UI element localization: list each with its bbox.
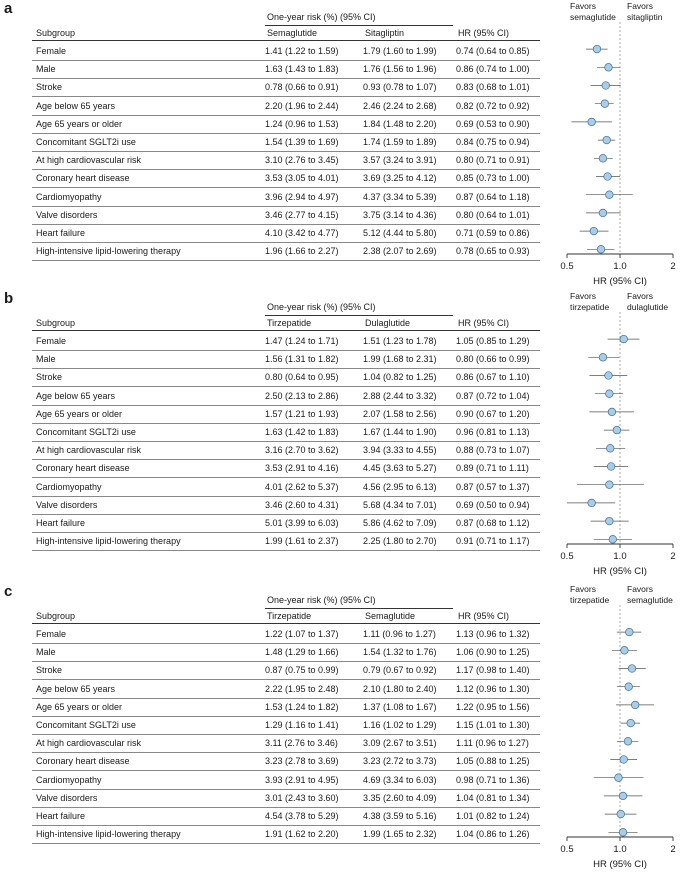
- hr-point: [619, 829, 627, 837]
- favors-right-label: [627, 291, 668, 313]
- col-header-hr: HR (95% CI): [458, 318, 510, 328]
- table-row: [32, 661, 540, 680]
- table-row: [32, 789, 540, 808]
- subgroup-cell: Cardiomyopathy: [36, 191, 102, 202]
- hr-cell: 1.06 (0.90 to 1.25): [456, 647, 530, 658]
- risk-b-cell: 3.09 (2.67 to 3.51): [363, 738, 437, 749]
- risk-a-cell: 3.53 (3.05 to 4.01): [265, 173, 339, 184]
- risk-b-cell: 1.54 (1.32 to 1.76): [363, 647, 437, 658]
- col-header-subgroup: Subgroup: [36, 28, 76, 38]
- hr-cell: 0.87 (0.68 to 1.12): [456, 518, 530, 528]
- hr-cell: 0.89 (0.71 to 1.11): [456, 463, 529, 474]
- one-year-risk-header: One-year risk (%) (95% CI): [267, 12, 376, 22]
- hr-cell: 1.13 (0.96 to 1.32): [456, 629, 530, 639]
- favors-left-line2: tirzepatide: [570, 302, 610, 312]
- hr-point: [606, 390, 614, 398]
- subgroup-cell: Stroke: [36, 82, 63, 93]
- risk-a-cell: 1.99 (1.61 to 2.37): [265, 536, 339, 547]
- header-divider: [265, 608, 453, 609]
- favors-right-line2: sitagliptin: [627, 12, 663, 22]
- hr-cell: 0.71 (0.59 to 0.86): [456, 228, 530, 238]
- risk-a-cell: 2.20 (1.96 to 2.44): [265, 100, 339, 111]
- favors-right-line1: Favors: [627, 1, 653, 11]
- hr-point: [590, 227, 598, 235]
- risk-a-cell: 2.22 (1.95 to 2.48): [265, 683, 339, 694]
- table-row: [32, 643, 540, 662]
- table-row: [32, 368, 540, 387]
- table-row: [32, 625, 540, 644]
- risk-a-cell: 0.80 (0.64 to 0.95): [265, 372, 339, 383]
- subgroup-cell: High-intensive lipid-lowering therapy: [36, 246, 181, 257]
- subgroup-cell: Coronary heart disease: [36, 173, 130, 184]
- risk-b-cell: 3.69 (3.25 to 4.12): [363, 173, 437, 184]
- risk-b-cell: 1.74 (1.59 to 1.89): [363, 137, 437, 147]
- subgroup-cell: At high cardiovascular risk: [36, 738, 142, 749]
- favors-left-line1: Favors: [570, 1, 596, 11]
- col-header-drug-a: Tirzepatide: [267, 318, 312, 328]
- subgroup-cell: Heart failure: [36, 518, 86, 528]
- risk-b-cell: 3.35 (2.60 to 4.09): [363, 792, 437, 803]
- hr-point: [593, 45, 601, 53]
- table-row: [32, 825, 540, 844]
- risk-b-cell: 1.16 (1.02 to 1.29): [363, 720, 437, 730]
- risk-b-cell: 5.12 (4.44 to 5.80): [363, 228, 437, 238]
- subgroup-cell: Concomitant SGLT2i use: [36, 720, 136, 730]
- x-axis-label: HR (95% CI): [593, 276, 647, 287]
- table-header-rule: [32, 40, 540, 41]
- hr-cell: 1.05 (0.85 to 1.29): [456, 336, 530, 346]
- favors-left-label: [570, 584, 609, 606]
- risk-b-cell: 2.07 (1.58 to 2.56): [363, 408, 437, 419]
- table-row: [32, 478, 540, 497]
- x-tick-label: 2: [670, 844, 676, 855]
- risk-b-cell: 1.51 (1.23 to 1.78): [363, 336, 437, 346]
- table-row: [32, 133, 540, 152]
- hr-point: [601, 100, 609, 108]
- subgroup-cell: Coronary heart disease: [36, 463, 130, 474]
- subgroup-cell: Stroke: [36, 665, 63, 676]
- risk-a-cell: 1.63 (1.42 to 1.83): [265, 427, 339, 437]
- table-row: [32, 459, 540, 478]
- hr-cell: 0.91 (0.71 to 1.17): [456, 536, 530, 547]
- risk-b-cell: 1.76 (1.56 to 1.96): [363, 64, 437, 75]
- subgroup-cell: Valve disorders: [36, 499, 98, 510]
- risk-b-cell: 4.45 (3.63 to 5.27): [363, 463, 437, 474]
- table-row: [32, 206, 540, 225]
- subgroup-cell: Age 65 years or older: [36, 408, 123, 419]
- favors-left-line1: Favors: [570, 291, 596, 301]
- hr-cell: 0.96 (0.81 to 1.13): [456, 427, 530, 437]
- risk-a-cell: 3.10 (2.76 to 3.45): [265, 155, 339, 166]
- risk-a-cell: 4.01 (2.62 to 5.37): [265, 481, 339, 492]
- risk-b-cell: 4.38 (3.59 to 5.16): [363, 811, 437, 821]
- table-row: [32, 698, 540, 717]
- hr-point: [597, 246, 605, 254]
- risk-b-cell: 2.25 (1.80 to 2.70): [363, 536, 437, 547]
- subgroup-cell: At high cardiovascular risk: [36, 445, 142, 456]
- hr-point: [602, 82, 610, 90]
- risk-a-cell: 1.48 (1.29 to 1.66): [265, 647, 339, 658]
- subgroup-cell: Age 65 years or older: [36, 701, 123, 712]
- table-row: [32, 151, 540, 170]
- risk-b-cell: 1.79 (1.60 to 1.99): [363, 46, 437, 56]
- col-header-hr: HR (95% CI): [458, 611, 510, 621]
- table-row: [32, 224, 540, 243]
- hr-point: [615, 774, 623, 782]
- hr-point: [613, 426, 621, 434]
- hr-point: [619, 792, 627, 800]
- risk-b-cell: 1.04 (0.82 to 1.25): [363, 372, 437, 383]
- panel-c: [0, 583, 685, 872]
- hr-point: [606, 445, 614, 453]
- risk-b-cell: 3.23 (2.72 to 3.73): [363, 756, 437, 767]
- forest-plot: [555, 22, 685, 274]
- table-row: [32, 496, 540, 515]
- hr-point: [605, 64, 613, 72]
- table-row: [32, 387, 540, 406]
- subgroup-cell: Male: [36, 354, 56, 365]
- table-row: [32, 441, 540, 460]
- panel-b: [0, 290, 685, 580]
- risk-b-cell: 4.37 (3.34 to 5.39): [363, 191, 437, 202]
- hr-cell: 0.88 (0.73 to 1.07): [456, 445, 530, 456]
- hr-point: [606, 517, 614, 525]
- subgroup-cell: Female: [36, 336, 67, 346]
- table-row: [32, 242, 540, 261]
- subgroup-cell: High-intensive lipid-lowering therapy: [36, 829, 181, 840]
- hr-point: [628, 665, 636, 673]
- hr-point: [607, 463, 615, 471]
- hr-point: [606, 481, 614, 489]
- risk-a-cell: 1.91 (1.62 to 2.20): [265, 829, 339, 840]
- risk-b-cell: 4.56 (2.95 to 6.13): [363, 481, 437, 492]
- table-row: [32, 188, 540, 207]
- table-row: [32, 423, 540, 442]
- hr-point: [605, 372, 613, 380]
- favors-right-line1: Favors: [627, 584, 653, 594]
- hr-cell: 1.04 (0.81 to 1.34): [456, 792, 530, 803]
- risk-a-cell: 3.93 (2.91 to 4.95): [265, 774, 339, 785]
- risk-b-cell: 2.88 (2.44 to 3.32): [363, 390, 437, 401]
- hr-cell: 1.15 (1.01 to 1.30): [456, 720, 530, 730]
- hr-cell: 0.87 (0.57 to 1.37): [456, 481, 530, 492]
- hr-point: [604, 173, 612, 181]
- header-divider: [265, 315, 453, 316]
- forest-plot: [555, 605, 685, 857]
- table-row: [32, 332, 540, 351]
- table-row: [32, 60, 540, 79]
- risk-a-cell: 1.56 (1.31 to 1.82): [265, 354, 339, 365]
- risk-a-cell: 3.46 (2.77 to 4.15): [265, 209, 339, 220]
- risk-a-cell: 0.78 (0.66 to 0.91): [265, 82, 339, 93]
- table-row: [32, 752, 540, 771]
- favors-left-line2: tirzepatide: [570, 595, 610, 605]
- risk-a-cell: 1.63 (1.43 to 1.83): [265, 64, 339, 75]
- hr-cell: 0.98 (0.71 to 1.36): [456, 774, 530, 785]
- risk-b-cell: 3.75 (3.14 to 4.36): [363, 209, 437, 220]
- x-tick-label: 1.0: [613, 551, 627, 562]
- risk-a-cell: 4.54 (3.78 to 5.29): [265, 811, 339, 821]
- risk-b-cell: 0.93 (0.78 to 1.07): [363, 82, 437, 93]
- hr-cell: 0.80 (0.66 to 0.99): [456, 354, 530, 365]
- subgroup-cell: Valve disorders: [36, 209, 98, 220]
- x-tick-label: 1.0: [613, 261, 627, 272]
- hr-cell: 0.82 (0.72 to 0.92): [456, 100, 530, 111]
- risk-a-cell: 1.54 (1.39 to 1.69): [265, 137, 339, 147]
- subgroup-cell: Male: [36, 647, 56, 658]
- hr-point: [588, 499, 596, 507]
- hr-cell: 0.87 (0.72 to 1.04): [456, 390, 530, 401]
- favors-left-line1: Favors: [570, 584, 596, 594]
- table-row: [32, 115, 540, 134]
- subgroup-cell: Coronary heart disease: [36, 756, 130, 767]
- risk-a-cell: 3.11 (2.76 to 3.46): [265, 738, 338, 749]
- hr-point: [599, 354, 607, 362]
- risk-b-cell: 5.86 (4.62 to 7.09): [363, 518, 437, 528]
- risk-b-cell: 1.11 (0.96 to 1.27): [363, 629, 436, 639]
- risk-a-cell: 1.57 (1.21 to 1.93): [265, 408, 339, 419]
- risk-b-cell: 5.68 (4.34 to 7.01): [363, 499, 437, 510]
- hr-cell: 1.17 (0.98 to 1.40): [456, 665, 530, 676]
- subgroup-cell: Cardiomyopathy: [36, 481, 102, 492]
- table-header-rule: [32, 623, 540, 624]
- subgroup-cell: Cardiomyopathy: [36, 774, 102, 785]
- hr-point: [621, 647, 629, 655]
- hr-cell: 0.86 (0.74 to 1.00): [456, 64, 530, 75]
- hr-point: [606, 191, 614, 199]
- hr-cell: 0.90 (0.67 to 1.20): [456, 408, 530, 419]
- col-header-drug-a: Tirzepatide: [267, 611, 312, 621]
- subgroup-cell: Age below 65 years: [36, 100, 116, 111]
- favors-left-label: [570, 1, 616, 23]
- col-header-drug-b: Sitagliptin: [365, 28, 405, 38]
- hr-cell: 1.01 (0.82 to 1.24): [456, 811, 530, 821]
- risk-b-cell: 4.69 (3.34 to 6.03): [363, 774, 437, 785]
- col-header-hr: HR (95% CI): [458, 28, 510, 38]
- subgroup-cell: Concomitant SGLT2i use: [36, 137, 136, 147]
- hr-point: [631, 701, 639, 709]
- header-divider: [265, 25, 453, 26]
- hr-cell: 0.85 (0.73 to 1.00): [456, 173, 530, 184]
- risk-a-cell: 2.50 (2.13 to 2.86): [265, 390, 339, 401]
- one-year-risk-header: One-year risk (%) (95% CI): [267, 302, 376, 312]
- x-tick-label: 1.0: [613, 844, 627, 855]
- risk-a-cell: 3.23 (2.78 to 3.69): [265, 756, 339, 767]
- favors-left-line2: semaglutide: [570, 12, 616, 22]
- table-row: [32, 350, 540, 369]
- table-row: [32, 405, 540, 424]
- favors-right-line1: Favors: [627, 291, 653, 301]
- favors-right-label: [627, 584, 673, 606]
- risk-a-cell: 3.01 (2.43 to 3.60): [265, 792, 339, 803]
- table-row: [32, 734, 540, 753]
- risk-a-cell: 3.53 (2.91 to 4.16): [265, 463, 339, 474]
- hr-point: [599, 209, 607, 217]
- risk-a-cell: 1.96 (1.66 to 2.27): [265, 246, 339, 257]
- panel-a: [0, 0, 685, 290]
- hr-cell: 1.05 (0.88 to 1.25): [456, 756, 530, 767]
- subgroup-cell: Age 65 years or older: [36, 118, 123, 129]
- x-tick-label: 0.5: [560, 844, 574, 855]
- risk-a-cell: 1.47 (1.24 to 1.71): [265, 336, 339, 346]
- risk-a-cell: 0.87 (0.75 to 0.99): [265, 665, 339, 676]
- panel-label: c: [4, 583, 13, 600]
- col-header-subgroup: Subgroup: [36, 611, 76, 621]
- col-header-drug-a: Semaglutide: [267, 28, 318, 38]
- favors-right-line2: semaglutide: [627, 595, 673, 605]
- risk-b-cell: 3.57 (3.24 to 3.91): [363, 155, 437, 166]
- table-row: [32, 716, 540, 735]
- subgroup-cell: Valve disorders: [36, 792, 98, 803]
- table-row: [32, 78, 540, 97]
- table-row: [32, 771, 540, 790]
- hr-cell: 0.86 (0.67 to 1.10): [456, 372, 530, 383]
- hr-cell: 0.87 (0.64 to 1.18): [456, 191, 530, 202]
- risk-b-cell: 0.79 (0.67 to 0.92): [363, 665, 437, 676]
- subgroup-cell: Female: [36, 629, 67, 639]
- risk-a-cell: 3.46 (2.60 to 4.31): [265, 499, 339, 510]
- hr-cell: 1.04 (0.86 to 1.26): [456, 829, 530, 840]
- risk-a-cell: 1.29 (1.16 to 1.41): [265, 720, 339, 730]
- favors-right-line2: dulaglutide: [627, 302, 669, 312]
- subgroup-cell: Concomitant SGLT2i use: [36, 427, 136, 437]
- subgroup-cell: Female: [36, 46, 67, 56]
- table-row: [32, 514, 540, 533]
- hr-point: [624, 738, 632, 746]
- hr-cell: 1.12 (0.96 to 1.30): [456, 683, 530, 694]
- risk-b-cell: 1.67 (1.44 to 1.90): [363, 427, 437, 437]
- hr-point: [599, 155, 607, 163]
- subgroup-cell: Age below 65 years: [36, 683, 116, 694]
- table-row: [32, 42, 540, 61]
- hr-point: [626, 628, 634, 636]
- subgroup-cell: High-intensive lipid-lowering therapy: [36, 536, 181, 547]
- table-row: [32, 807, 540, 826]
- favors-left-label: [570, 291, 609, 313]
- hr-cell: 1.11 (0.96 to 1.27): [456, 738, 529, 749]
- risk-a-cell: 1.22 (1.07 to 1.37): [265, 629, 339, 639]
- hr-cell: 0.78 (0.65 to 0.93): [456, 246, 530, 257]
- risk-a-cell: 1.53 (1.24 to 1.82): [265, 701, 339, 712]
- risk-a-cell: 5.01 (3.99 to 6.03): [265, 518, 339, 528]
- hr-cell: 0.80 (0.64 to 1.01): [456, 209, 530, 220]
- hr-point: [620, 756, 628, 764]
- table-row: [32, 532, 540, 551]
- hr-cell: 1.22 (0.95 to 1.56): [456, 701, 530, 712]
- table-row: [32, 680, 540, 699]
- hr-cell: 0.83 (0.68 to 1.01): [456, 82, 530, 93]
- hr-point: [588, 118, 596, 126]
- x-axis-label: HR (95% CI): [593, 566, 647, 577]
- risk-b-cell: 2.10 (1.80 to 2.40): [363, 683, 437, 694]
- risk-a-cell: 3.16 (2.70 to 3.62): [265, 445, 339, 456]
- subgroup-cell: Heart failure: [36, 228, 86, 238]
- subgroup-cell: Heart failure: [36, 811, 86, 821]
- table-row: [32, 97, 540, 116]
- risk-b-cell: 1.99 (1.68 to 2.31): [363, 354, 437, 365]
- x-tick-label: 2: [670, 551, 676, 562]
- risk-a-cell: 3.96 (2.94 to 4.97): [265, 191, 339, 202]
- hr-cell: 0.80 (0.71 to 0.91): [456, 155, 530, 166]
- subgroup-cell: Stroke: [36, 372, 63, 383]
- table-row: [32, 169, 540, 188]
- col-header-drug-b: Dulaglutide: [365, 318, 411, 328]
- hr-cell: 0.74 (0.64 to 0.85): [456, 46, 530, 56]
- hr-point: [620, 335, 628, 343]
- risk-a-cell: 1.41 (1.22 to 1.59): [265, 46, 339, 56]
- risk-b-cell: 2.46 (2.24 to 2.68): [363, 100, 437, 111]
- panel-label: b: [4, 290, 14, 307]
- x-axis-label: HR (95% CI): [593, 859, 647, 870]
- risk-b-cell: 2.38 (2.07 to 2.69): [363, 246, 437, 257]
- risk-a-cell: 4.10 (3.42 to 4.77): [265, 228, 339, 238]
- hr-point: [603, 136, 611, 144]
- panel-label: a: [4, 0, 13, 17]
- x-tick-label: 0.5: [560, 261, 574, 272]
- x-tick-label: 0.5: [560, 551, 574, 562]
- one-year-risk-header: One-year risk (%) (95% CI): [267, 595, 376, 605]
- subgroup-cell: At high cardiovascular risk: [36, 155, 142, 166]
- forest-plot: [555, 312, 685, 564]
- risk-a-cell: 1.24 (0.96 to 1.53): [265, 118, 339, 129]
- hr-point: [609, 536, 617, 544]
- risk-b-cell: 3.94 (3.33 to 4.55): [363, 445, 437, 456]
- hr-cell: 0.69 (0.53 to 0.90): [456, 118, 530, 129]
- risk-b-cell: 1.37 (1.08 to 1.67): [363, 701, 437, 712]
- hr-point: [627, 719, 635, 727]
- risk-b-cell: 1.84 (1.48 to 2.20): [363, 118, 437, 129]
- risk-b-cell: 1.99 (1.65 to 2.32): [363, 829, 437, 840]
- hr-cell: 0.69 (0.50 to 0.94): [456, 499, 530, 510]
- col-header-subgroup: Subgroup: [36, 318, 76, 328]
- hr-point: [625, 683, 633, 691]
- col-header-drug-b: Semaglutide: [365, 611, 416, 621]
- favors-right-label: [627, 1, 662, 23]
- subgroup-cell: Male: [36, 64, 56, 75]
- hr-point: [617, 810, 625, 818]
- hr-point: [608, 408, 616, 416]
- table-header-rule: [32, 330, 540, 331]
- x-tick-label: 2: [670, 261, 676, 272]
- subgroup-cell: Age below 65 years: [36, 390, 116, 401]
- hr-cell: 0.84 (0.75 to 0.94): [456, 137, 530, 147]
